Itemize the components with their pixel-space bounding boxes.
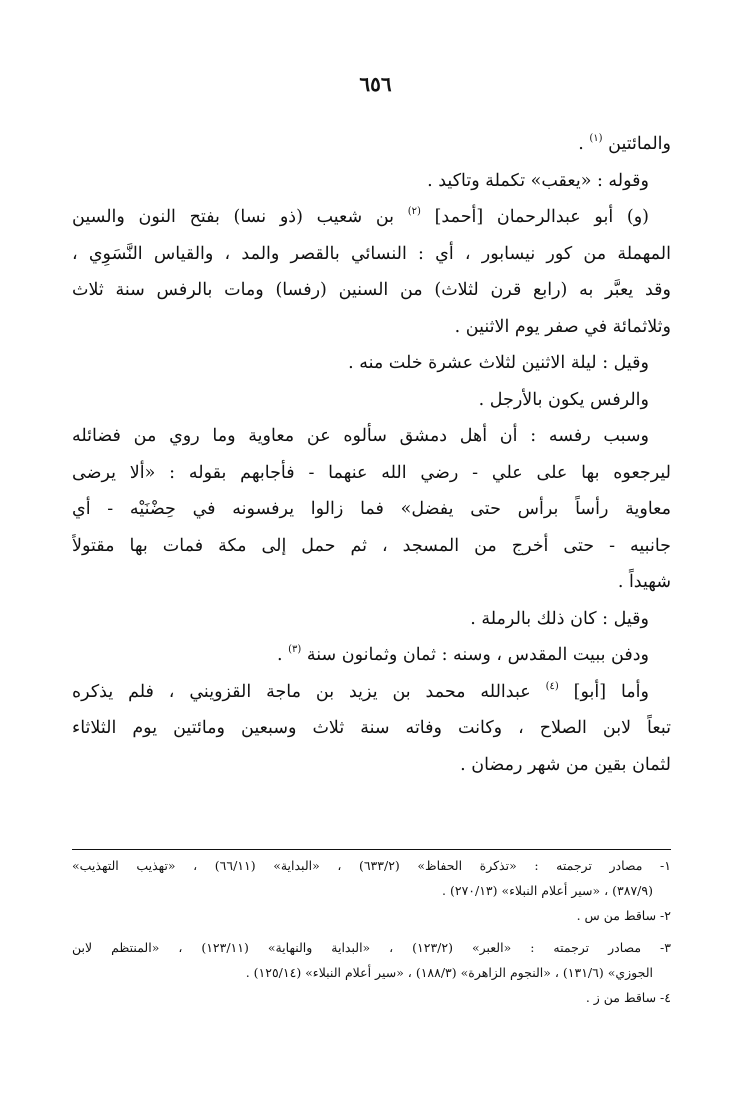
footnotes [72,853,671,1010]
text-segment: . [578,134,590,154]
text-line: شهيداً . [617,572,671,592]
text-line: وقيل : كان ذلك بالرملة . [470,608,649,629]
footnote-ref: (٢) [407,206,421,217]
text-line [72,674,671,711]
text-line: تبعاً لابن الصلاح ، وكانت وفاته سنة ثلاث وسبعين ومائتين يوم الثلاثاء [72,718,671,738]
text-line [72,199,671,236]
text-segment: . [276,645,289,665]
main-text [72,126,671,783]
text-segment: والمائتين [608,134,671,154]
text-segment: ودفن ببيت المقدس ، وسنه : ثمان وثمانون سنة [306,645,649,665]
text-line: المهملة من كور نيسابور ، أي : النسائي بالقصر والمد ، والقياس النَّسَوِي ، [72,243,671,264]
text-line [72,126,671,163]
footnote-line: الجوزي» (١٣١/٦) ، «النجوم الزاهرة» (١٨٨/٣) ، «سير أعلام النبلاء» (١٢٥/١٤) . [245,965,653,980]
text-line: جانبيه - حتى أخرج من المسجد ، ثم حمل إلى مكة فمات بها مقتولاً [72,535,671,556]
footnote-line: ٢- ساقط من س . [576,908,671,923]
footnote-ref: (١) [589,133,603,144]
text-line: وقيل : ليلة الاثنين لثلاث عشرة خلت منه . [348,353,649,373]
footnote-line: ٣- مصادر ترجمته : «العبر» (١٢٣/٢) ، «البداية والنهاية» (١٢٣/١١) ، «المنتظم لابن [72,940,671,955]
text-segment: (و) أبو عبدالرحمان [أحمد] [434,207,649,227]
footnote-ref: (٣) [288,644,302,655]
footnote-line: (٣٨٧/٩) ، «سير أعلام النبلاء» (٢٧٠/١٣) . [442,883,653,898]
footnote-line: ٤- ساقط من ز . [585,990,671,1005]
footnote-line: ١- مصادر ترجمته : «تذكرة الحفاظ» (٦٣٣/٢) ، «البداية» (٦٦/١١) ، «تهذيب التهذيب» [72,858,671,873]
text-line: وقوله : «يعقب» تكملة وتاكيد . [427,170,649,191]
text-segment: بن شعيب (ذو نسا) بفتح النون والسين [72,207,408,227]
page-number: ٦٥٦ [359,72,392,96]
text-line: معاوية رأساً برأس حتى يفضل» فما زالوا يرفسونه في حِضْنَيْه - أي [72,499,671,519]
text-line: وقد يعبَّر به (رابع قرن لثلاث) من السنين (رفسا) ومات بالرفس سنة ثلاث [72,280,671,300]
footnote-divider [72,849,671,850]
text-line: والرفس يكون بالأرجل . [478,389,649,410]
footnote-ref: (٤) [545,680,559,692]
text-segment: عبدالله محمد بن يزيد بن ماجة القزويني ، فلم يذكره [72,681,546,702]
text-line: وثلاثمائة في صفر يوم الاثنين . [454,316,671,337]
text-line: ليرجعوه بها على علي - رضي الله عنهما - فأجابهم بقوله : «ألا يرضى [72,462,671,483]
text-line: وسبب رفسه : أن أهل دمشق سألوه عن معاوية وما روي من فضائله [72,426,649,446]
text-line [72,637,671,674]
text-line: لثمان بقين من شهر رمضان . [460,754,671,775]
text-segment: وأما [أبو] [573,681,649,702]
